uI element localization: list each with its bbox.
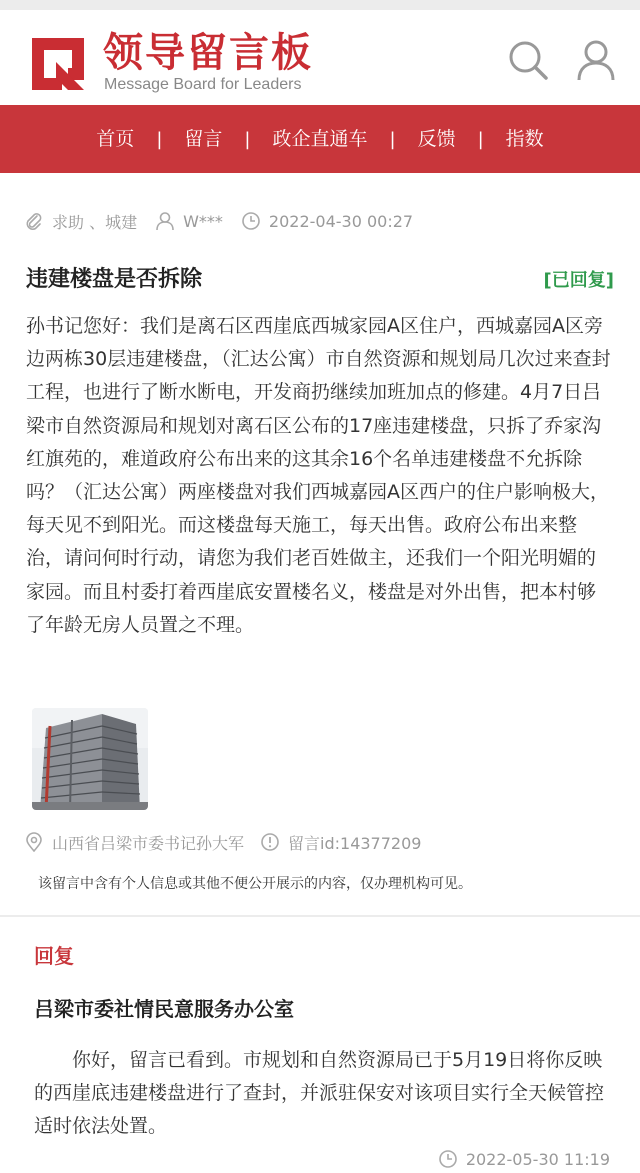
site-title: 领导留言板 <box>103 30 313 76</box>
message-category: 求助 、城建 <box>52 212 138 232</box>
message-recipient: 山西省吕梁市委书记孙大军 <box>52 833 245 853</box>
reply-body: 你好，留言已看到。市规划和自然资源局已于5月19日将你反映的西崖底违建楼盘进行了查封，并派驻保安对该项目实行全天候管控适时依法处置。 <box>34 1049 605 1137</box>
reply-organization: 吕梁市委社情民意服务办公室 <box>34 997 294 1021</box>
message-body: 孙书记您好：我们是离石区西崖底西城家园A区住户，西城嘉园A区旁边两栋30层违建楼盘，（汇达公寓）市自然资源和规划局几次过来查封工程，也进行了断水断电，开发商扔继续加班加点的修建。4月7日吕梁市自然资源局和规划对离石区公布的17座违建楼盘，只拆了乔家沟红旗苑的，难道政府公布出来的这其余16个名单违建楼盘不允拆除吗？（汇达公寓）两座楼盘对我们西城嘉园A区西户的住户影响极大，每天见不到阳光。而这楼盘每天施工，每天出售。政府公布出来整治，请问何时行动，请您为我们老百姓做主，还我们一个阳光明媚的家园。而且村委打着西崖底安置楼名义，楼盘是对外出售，把本村够了年龄无房人员置之不理。 <box>26 315 611 636</box>
reply-datetime-group <box>438 1146 610 1172</box>
recipient-group <box>24 831 244 854</box>
nav-separator: | <box>389 128 396 150</box>
site-header <box>0 10 640 105</box>
logo-icon[interactable] <box>26 32 90 96</box>
nav-message[interactable]: 留言 <box>184 128 223 150</box>
building-photo[interactable] <box>32 708 148 810</box>
reply-heading: 回复 <box>34 944 74 968</box>
message-location-row <box>24 828 437 856</box>
message-id: 留言id:14377209 <box>288 833 422 853</box>
search-icon[interactable] <box>506 38 550 82</box>
nav-gov-enterprise[interactable]: 政企直通车 <box>272 128 368 150</box>
clock-icon <box>241 211 261 231</box>
user-icon[interactable] <box>574 38 618 82</box>
site-subtitle: Message Board for Leaders <box>104 76 302 93</box>
message-id-group <box>260 831 421 854</box>
section-divider <box>0 915 640 917</box>
category-group <box>24 210 137 233</box>
nav-home[interactable]: 首页 <box>96 128 135 150</box>
top-strip <box>0 0 640 10</box>
nav-separator: | <box>156 128 163 150</box>
message-meta <box>24 206 431 236</box>
clock-icon <box>438 1149 458 1169</box>
message-title: 违建楼盘是否拆除 <box>26 267 203 292</box>
nav-feedback[interactable]: 反馈 <box>417 128 456 150</box>
paperclip-icon <box>24 211 44 231</box>
message-datetime: 2022-04-30 00:27 <box>268 211 414 231</box>
main-nav <box>0 105 640 173</box>
reply-datetime: 2022-05-30 11:19 <box>465 1149 610 1169</box>
datetime-group <box>241 211 413 231</box>
nav-separator: | <box>244 128 251 150</box>
person-icon <box>155 211 175 231</box>
nav-index[interactable]: 指数 <box>505 128 544 150</box>
privacy-notice: 该留言中含有个人信息或其他不便公开展示的内容，仅办理机构可见。 <box>38 876 472 892</box>
location-pin-icon <box>24 832 44 852</box>
status-badge: [已回复] <box>543 270 614 291</box>
info-icon <box>260 832 280 852</box>
nav-separator: | <box>477 128 484 150</box>
author-group <box>155 211 223 231</box>
message-author: W*** <box>183 211 223 231</box>
